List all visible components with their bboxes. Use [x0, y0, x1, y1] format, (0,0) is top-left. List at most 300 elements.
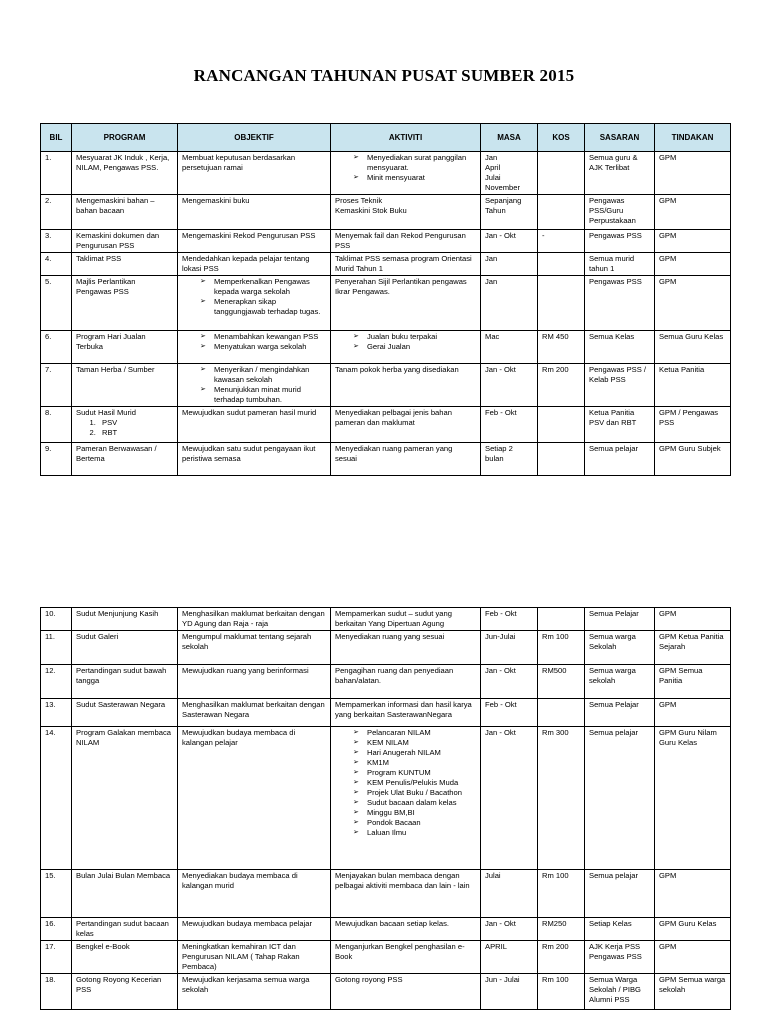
text-line: Ikrar Pengawas. [335, 287, 390, 296]
sasaran-text: Pengawas PSS [589, 231, 642, 240]
cell-bil [41, 407, 72, 443]
sasaran-text: Pengawas PSS/Guru Perpustakaan [589, 196, 636, 225]
sasaran-text: Semua Kelas [589, 332, 635, 341]
text-line: Jun-Julai [485, 632, 516, 641]
row-number: 8. [45, 408, 52, 417]
list-item: ➢ Program KUNTUM [353, 768, 476, 778]
cell-objektif [178, 699, 331, 727]
cell-aktiviti [331, 276, 481, 331]
row-number: 9. [45, 444, 52, 453]
tindakan-text: GPM [659, 231, 677, 240]
table-row [41, 665, 731, 699]
sasaran-text: Pengawas PSS / Kelab PSS [589, 365, 646, 384]
masa-text [485, 365, 533, 375]
cell-bil [41, 631, 72, 665]
cell-bil [41, 195, 72, 230]
cell-objektif [178, 974, 331, 1010]
cell-objektif [178, 665, 331, 699]
cell-masa [481, 407, 538, 443]
list-item: ➢ Gerai Jualan [353, 342, 476, 352]
cell-sasaran [585, 974, 655, 1010]
cell-tindakan [655, 727, 731, 870]
cell-sasaran [585, 407, 655, 443]
row-number: 13. [45, 700, 56, 709]
list-item: ➢ KEM Penulis/Pelukis Muda [353, 778, 476, 788]
text-line: Feb - Okt [485, 700, 517, 709]
objektif-list [182, 365, 326, 405]
row-number: 16. [45, 919, 56, 928]
cell-program [72, 974, 178, 1010]
text-line: Jun - Julai [485, 975, 520, 984]
text-line: Tanam pokok herba yang disediakan [335, 365, 459, 374]
cell-program [72, 195, 178, 230]
cell-aktiviti [331, 364, 481, 407]
list-item: ➢ Memperkenalkan Pengawas kepada warga sekolah [200, 277, 326, 297]
program-name: Kemaskini dokumen dan Pengurusan PSS [76, 231, 160, 250]
text-line: Gotong royong PSS [335, 975, 403, 984]
sasaran-text: Semua pelajar [589, 871, 638, 880]
cell-aktiviti [331, 631, 481, 665]
row-number: 6. [45, 332, 52, 341]
cell-sasaran [585, 253, 655, 276]
tindakan-text: GPM [659, 871, 677, 880]
cell-aktiviti [331, 230, 481, 253]
table-row [41, 941, 731, 974]
text-line: Jan - Okt [485, 231, 516, 240]
program-name: Pertandingan sudut bacaan kelas [76, 919, 169, 938]
list-item: ➢ Jualan buku terpakai [353, 332, 476, 342]
masa-text [485, 196, 533, 216]
objektif-text: Mewujudkan budaya membaca pelajar [182, 919, 313, 928]
cell-tindakan [655, 407, 731, 443]
aktiviti-list [335, 332, 476, 352]
text-line: bulan [485, 454, 504, 463]
aktiviti-text [335, 254, 476, 274]
cell-sasaran [585, 443, 655, 476]
row-number: 1. [45, 153, 52, 162]
aktiviti-text [335, 408, 476, 428]
kos-text: RM500 [542, 666, 567, 675]
sasaran-text: Semua pelajar [589, 728, 638, 737]
cell-bil [41, 276, 72, 331]
cell-objektif [178, 152, 331, 195]
masa-text [485, 231, 533, 241]
row-number: 17. [45, 942, 56, 951]
cell-kos [538, 152, 585, 195]
masa-text [485, 277, 533, 287]
text-line: Menyemak fail dan Rekod Pengurusan PSS [335, 231, 466, 250]
text-line: Feb - Okt [485, 609, 517, 618]
text-line: Setiap 2 [485, 444, 513, 453]
aktiviti-text [335, 919, 476, 929]
cell-aktiviti [331, 331, 481, 364]
table-row [41, 443, 731, 476]
header-sasaran: SASARAN [585, 124, 655, 152]
cell-aktiviti [331, 407, 481, 443]
table-row [41, 727, 731, 870]
table-header-row [41, 124, 731, 152]
cell-program [72, 941, 178, 974]
text-line: Jan [485, 277, 498, 286]
masa-text [485, 919, 533, 929]
cell-masa [481, 152, 538, 195]
program-name: Sudut Sasterawan Negara [76, 700, 166, 709]
program-name: Program Galakan membaca NILAM [76, 728, 171, 747]
cell-sasaran [585, 276, 655, 331]
text-line: Jan - Okt [485, 919, 516, 928]
cell-aktiviti [331, 974, 481, 1010]
cell-aktiviti [331, 699, 481, 727]
text-line: Feb - Okt [485, 408, 517, 417]
cell-bil [41, 974, 72, 1010]
row-number: 15. [45, 871, 56, 880]
list-item: 1. PSV [98, 418, 173, 428]
sasaran-text: Ketua Panitia PSV dan RBT [589, 408, 637, 427]
cell-objektif [178, 364, 331, 407]
table-row [41, 699, 731, 727]
cell-objektif [178, 443, 331, 476]
cell-bil [41, 870, 72, 918]
list-item: ➢ Sudut bacaan dalam kelas [353, 798, 476, 808]
list-item: ➢ Pelancaran NILAM [353, 728, 476, 738]
tindakan-text: GPM [659, 277, 677, 286]
table-row [41, 608, 731, 631]
plan-table-page-2 [40, 607, 731, 1010]
cell-masa [481, 631, 538, 665]
row-number: 5. [45, 277, 52, 286]
cell-tindakan [655, 152, 731, 195]
program-name: Sudut Menjunjung Kasih [76, 609, 159, 618]
cell-masa [481, 331, 538, 364]
row-number: 4. [45, 254, 52, 263]
cell-objektif [178, 230, 331, 253]
row-number: 7. [45, 365, 52, 374]
cell-sasaran [585, 870, 655, 918]
aktiviti-list [335, 728, 476, 838]
objektif-text: Mewujudkan budaya membaca di kalangan pelajar [182, 728, 296, 747]
cell-kos [538, 407, 585, 443]
objektif-text: Mengemaskini buku [182, 196, 250, 205]
cell-bil [41, 364, 72, 407]
kos-text: Rm 100 [542, 871, 569, 880]
cell-program [72, 665, 178, 699]
cell-aktiviti [331, 443, 481, 476]
cell-program [72, 364, 178, 407]
cell-aktiviti [331, 195, 481, 230]
aktiviti-text [335, 196, 476, 216]
cell-sasaran [585, 918, 655, 941]
program-name: Pertandingan sudut bawah tangga [76, 666, 167, 685]
list-item: ➢ Laluan Ilmu [353, 828, 476, 838]
program-name: Bulan Julai Bulan Membaca [76, 871, 171, 880]
cell-objektif [178, 608, 331, 631]
cell-masa [481, 870, 538, 918]
cell-masa [481, 195, 538, 230]
kos-text: - [542, 231, 545, 240]
list-item: ➢ Menambahkan kewangan PSS [200, 332, 326, 342]
text-line: Menyediakan ruang pameran yang sesuai [335, 444, 453, 463]
cell-program [72, 407, 178, 443]
cell-kos [538, 974, 585, 1010]
cell-aktiviti [331, 608, 481, 631]
list-item: ➢ Menunjukkan minat murid terhadap tumbuhan. [200, 385, 326, 405]
masa-text [485, 942, 533, 952]
cell-bil [41, 331, 72, 364]
cell-tindakan [655, 918, 731, 941]
aktiviti-text [335, 444, 476, 464]
cell-objektif [178, 331, 331, 364]
masa-text [485, 609, 533, 619]
table-row [41, 276, 731, 331]
aktiviti-text [335, 609, 476, 629]
cell-objektif [178, 918, 331, 941]
table-row [41, 331, 731, 364]
cell-tindakan [655, 253, 731, 276]
cell-bil [41, 608, 72, 631]
cell-kos [538, 443, 585, 476]
list-item: ➢ Projek Ulat Buku / Bacathon [353, 788, 476, 798]
objektif-text: Menghasilkan maklumat berkaitan dengan Sasterawan Negara [182, 700, 325, 719]
list-item: ➢ Minggu BM,BI [353, 808, 476, 818]
cell-masa [481, 918, 538, 941]
program-name: Mesyuarat JK Induk , Kerja, NILAM, Pengawas PSS. [76, 153, 170, 172]
program-name: Majlis Perlantikan Pengawas PSS [76, 277, 136, 296]
text-line: April [485, 163, 501, 172]
cell-masa [481, 699, 538, 727]
cell-masa [481, 253, 538, 276]
cell-objektif [178, 195, 331, 230]
cell-sasaran [585, 727, 655, 870]
header-bil: BIL [41, 124, 72, 152]
cell-tindakan [655, 443, 731, 476]
cell-sasaran [585, 152, 655, 195]
text-line: Jan - Okt [485, 365, 516, 374]
objektif-list [182, 332, 326, 352]
sasaran-text: Setiap Kelas [589, 919, 632, 928]
cell-aktiviti [331, 253, 481, 276]
document-title: RANCANGAN TAHUNAN PUSAT SUMBER 2015 [193, 66, 575, 85]
cell-sasaran [585, 331, 655, 364]
cell-kos [538, 699, 585, 727]
cell-sasaran [585, 364, 655, 407]
cell-kos [538, 608, 585, 631]
text-line: Menyediakan ruang yang sesuai [335, 632, 445, 641]
text-line: Menyediakan pelbagai jenis bahan pameran dan maklumat [335, 408, 452, 427]
masa-text [485, 728, 533, 738]
cell-program [72, 727, 178, 870]
program-sublist [76, 418, 173, 438]
objektif-text: Membuat keputusan berdasarkan persetujuan ramai [182, 153, 296, 172]
cell-sasaran [585, 665, 655, 699]
cell-tindakan [655, 608, 731, 631]
list-item: ➢ Minit mensyuarat [353, 173, 476, 183]
cell-bil [41, 941, 72, 974]
objektif-text: Mewujudkan kerjasama semua warga sekolah [182, 975, 310, 994]
cell-program [72, 631, 178, 665]
cell-kos [538, 253, 585, 276]
text-line: Menganjurkan Bengkel penghasilan e-Book [335, 942, 465, 961]
cell-bil [41, 699, 72, 727]
aktiviti-text [335, 700, 476, 720]
cell-kos [538, 631, 585, 665]
kos-text: Rm 100 [542, 975, 569, 984]
objektif-list [182, 277, 326, 317]
program-name: Sudut Galeri [76, 632, 119, 641]
objektif-text: Menghasilkan maklumat berkaitan dengan YD Agung dan Raja - raja [182, 609, 325, 628]
cell-sasaran [585, 608, 655, 631]
cell-bil [41, 443, 72, 476]
program-name: Taklimat PSS [76, 254, 122, 263]
row-number: 14. [45, 728, 56, 737]
tindakan-text: GPM Guru Kelas [659, 919, 717, 928]
cell-tindakan [655, 230, 731, 253]
cell-kos [538, 665, 585, 699]
cell-tindakan [655, 665, 731, 699]
cell-sasaran [585, 699, 655, 727]
cell-tindakan [655, 276, 731, 331]
cell-masa [481, 665, 538, 699]
cell-program [72, 608, 178, 631]
aktiviti-text [335, 277, 476, 297]
sasaran-text: Pengawas PSS [589, 277, 642, 286]
tindakan-text: GPM [659, 700, 677, 709]
cell-masa [481, 608, 538, 631]
cell-bil [41, 253, 72, 276]
list-item: ➢ Menyatukan warga sekolah [200, 342, 326, 352]
cell-program [72, 230, 178, 253]
cell-aktiviti [331, 941, 481, 974]
cell-tindakan [655, 974, 731, 1010]
cell-objektif [178, 727, 331, 870]
cell-masa [481, 974, 538, 1010]
cell-program [72, 918, 178, 941]
list-item: ➢ KEM NILAM [353, 738, 476, 748]
aktiviti-list [335, 153, 476, 183]
cell-tindakan [655, 870, 731, 918]
text-line: Penyerahan Sijil Perlantikan pengawas [335, 277, 467, 286]
list-item: ➢ Pondok Bacaan [353, 818, 476, 828]
text-line: APRIL [485, 942, 507, 951]
table-row [41, 230, 731, 253]
cell-bil [41, 230, 72, 253]
text-line: Jan - Okt [485, 666, 516, 675]
header-program: PROGRAM [72, 124, 178, 152]
cell-objektif [178, 407, 331, 443]
table-row [41, 253, 731, 276]
aktiviti-text [335, 231, 476, 251]
cell-objektif [178, 276, 331, 331]
sasaran-text: Semua Warga Sekolah / PIBG Alumni PSS [589, 975, 641, 1004]
cell-objektif [178, 253, 331, 276]
cell-program [72, 276, 178, 331]
row-number: 3. [45, 231, 52, 240]
sasaran-text: Semua guru & AJK Terlibat [589, 153, 638, 172]
program-name: Bengkel e-Book [76, 942, 130, 951]
kos-text: Rm 200 [542, 942, 569, 951]
aktiviti-text [335, 942, 476, 962]
program-name: Pameran Berwawasan / Bertema [76, 444, 157, 463]
header-objektif: OBJEKTIF [178, 124, 331, 152]
list-item: ➢ Hari Anugerah NILAM [353, 748, 476, 758]
cell-bil [41, 727, 72, 870]
tindakan-text: GPM [659, 609, 677, 618]
cell-kos [538, 941, 585, 974]
text-line: Tahun [485, 206, 506, 215]
aktiviti-text [335, 975, 476, 985]
cell-aktiviti [331, 918, 481, 941]
table-row [41, 870, 731, 918]
row-number: 18. [45, 975, 56, 984]
cell-kos [538, 195, 585, 230]
program-name: Sudut Hasil Murid [76, 408, 136, 417]
text-line: Proses Teknik [335, 196, 383, 205]
kos-text: Rm 300 [542, 728, 569, 737]
cell-tindakan [655, 331, 731, 364]
sasaran-text: Semua Pelajar [589, 700, 639, 709]
cell-aktiviti [331, 152, 481, 195]
cell-program [72, 331, 178, 364]
tindakan-text: Ketua Panitia [659, 365, 705, 374]
table-row [41, 918, 731, 941]
objektif-text: Meningkatkan kemahiran ICT dan Pengurusan NILAM ( Tahap Rakan Pembaca) [182, 942, 300, 971]
program-name: Taman Herba / Sumber [76, 365, 155, 374]
cell-tindakan [655, 195, 731, 230]
list-item: ➢ Menerapkan sikap tanggungjawab terhadap tugas. [200, 297, 326, 317]
table-row [41, 407, 731, 443]
cell-sasaran [585, 631, 655, 665]
text-line: Mempamerkan informasi dan hasil karya yang berkaitan SasterawanNegara [335, 700, 472, 719]
list-item: ➢ KM1M [353, 758, 476, 768]
text-line: Jan [485, 254, 498, 263]
masa-text [485, 332, 533, 342]
masa-text [485, 632, 533, 642]
table-row [41, 152, 731, 195]
kos-text: Rm 200 [542, 365, 569, 374]
objektif-text: Mengumpul maklumat tentang sejarah sekolah [182, 632, 312, 651]
plan-table-page-1 [40, 123, 731, 476]
row-number: 12. [45, 666, 56, 675]
masa-text [485, 153, 533, 193]
table-row [41, 974, 731, 1010]
cell-program [72, 870, 178, 918]
text-line: Pengagihan ruang dan penyediaan bahan/alatan. [335, 666, 454, 685]
tindakan-text: GPM Guru Subjek [659, 444, 721, 453]
table-row [41, 631, 731, 665]
cell-program [72, 253, 178, 276]
sasaran-text: AJK Kerja PSS Pengawas PSS [589, 942, 642, 961]
cell-bil [41, 665, 72, 699]
cell-sasaran [585, 195, 655, 230]
cell-kos [538, 870, 585, 918]
header-tindakan: TINDAKAN [655, 124, 731, 152]
row-number: 10. [45, 609, 56, 618]
cell-bil [41, 918, 72, 941]
table-row [41, 364, 731, 407]
cell-masa [481, 941, 538, 974]
row-number: 2. [45, 196, 52, 205]
cell-kos [538, 276, 585, 331]
tindakan-text: GPM [659, 153, 677, 162]
list-item: 2. RBT [98, 428, 173, 438]
sasaran-text: Semua warga sekolah [589, 666, 636, 685]
aktiviti-text [335, 666, 476, 686]
cell-sasaran [585, 230, 655, 253]
header-aktiviti: AKTIVITI [331, 124, 481, 152]
masa-text [485, 700, 533, 710]
sasaran-text: Semua warga Sekolah [589, 632, 636, 651]
cell-masa [481, 727, 538, 870]
tindakan-text: GPM [659, 254, 677, 263]
